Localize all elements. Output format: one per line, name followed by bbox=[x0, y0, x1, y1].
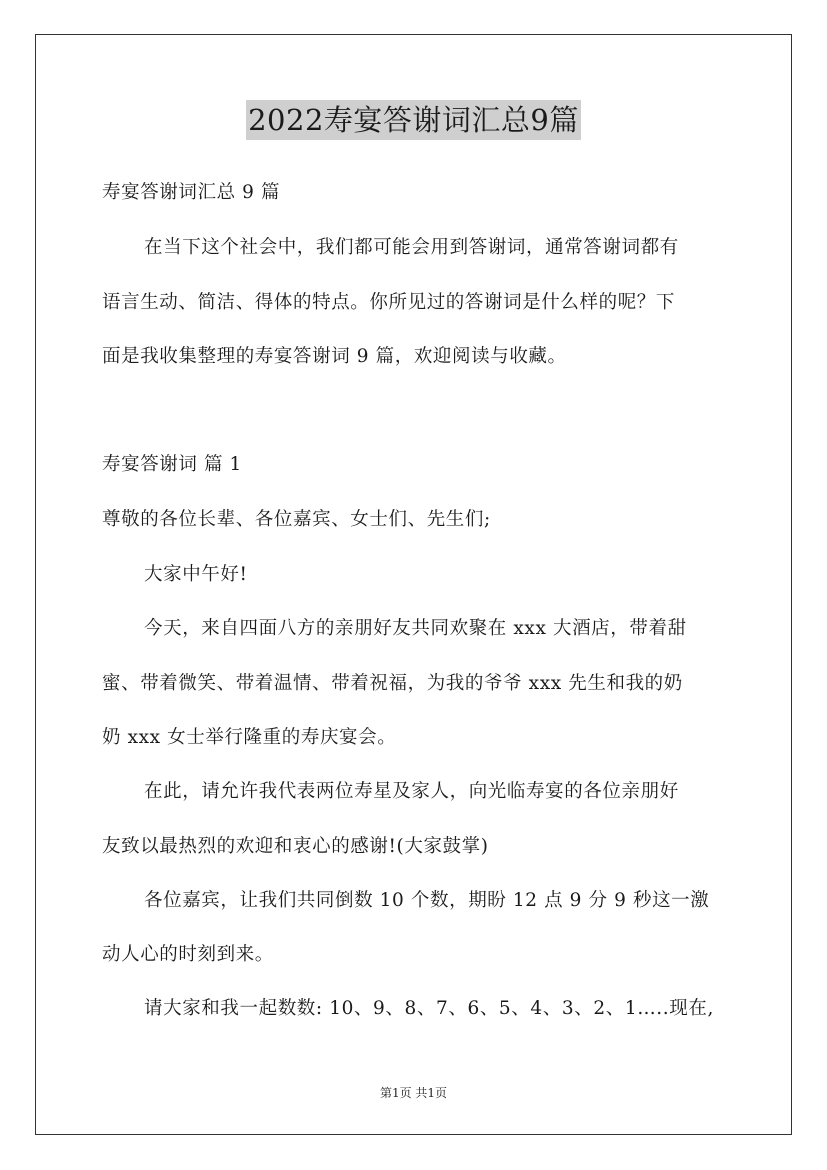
section-heading: 寿宴答谢词 篇 1 bbox=[102, 454, 242, 475]
subtitle: 寿宴答谢词汇总 9 篇 bbox=[102, 182, 281, 203]
paragraph-line: 今天，来自四面八方的亲朋好友共同欢聚在 xxx 大酒店，带着甜 bbox=[144, 618, 687, 639]
paragraph-line: 请大家和我一起数数: 10、9、8、7、6、5、4、3、2、1…..现在, bbox=[144, 998, 714, 1019]
paragraph-line: 奶 xxx 女士举行隆重的寿庆宴会。 bbox=[102, 727, 397, 748]
intro-line-2: 语言生动、简洁、得体的特点。你所见过的答谢词是什么样的呢？下 bbox=[102, 292, 676, 313]
intro-line-1: 在当下这个社会中，我们都可能会用到答谢词，通常答谢词都有 bbox=[144, 237, 679, 258]
greeting: 大家中午好! bbox=[144, 564, 248, 585]
paragraph-line: 蜜、带着微笑、带着温情、带着祝福，为我的爷爷 xxx 先生和我的奶 bbox=[102, 673, 683, 694]
paragraph-line: 动人心的时刻到来。 bbox=[102, 944, 274, 965]
paragraph-line: 友致以最热烈的欢迎和衷心的感谢!(大家鼓掌) bbox=[102, 836, 489, 857]
title-container bbox=[0, 100, 827, 140]
document-title: 2022寿宴答谢词汇总9篇 bbox=[246, 100, 581, 140]
page-footer: 第1页 共1页 bbox=[379, 1086, 448, 1100]
paragraph-line: 各位嘉宾，让我们共同倒数 10 个数，期盼 12 点 9 分 9 秒这一激 bbox=[144, 890, 710, 911]
paragraph-line: 在此，请允许我代表两位寿星及家人，向光临寿宴的各位亲朋好 bbox=[144, 781, 679, 802]
salutation: 尊敬的各位长辈、各位嘉宾、女士们、先生们; bbox=[102, 509, 491, 530]
intro-line-3: 面是我收集整理的寿宴答谢词 9 篇，欢迎阅读与收藏。 bbox=[102, 346, 567, 367]
